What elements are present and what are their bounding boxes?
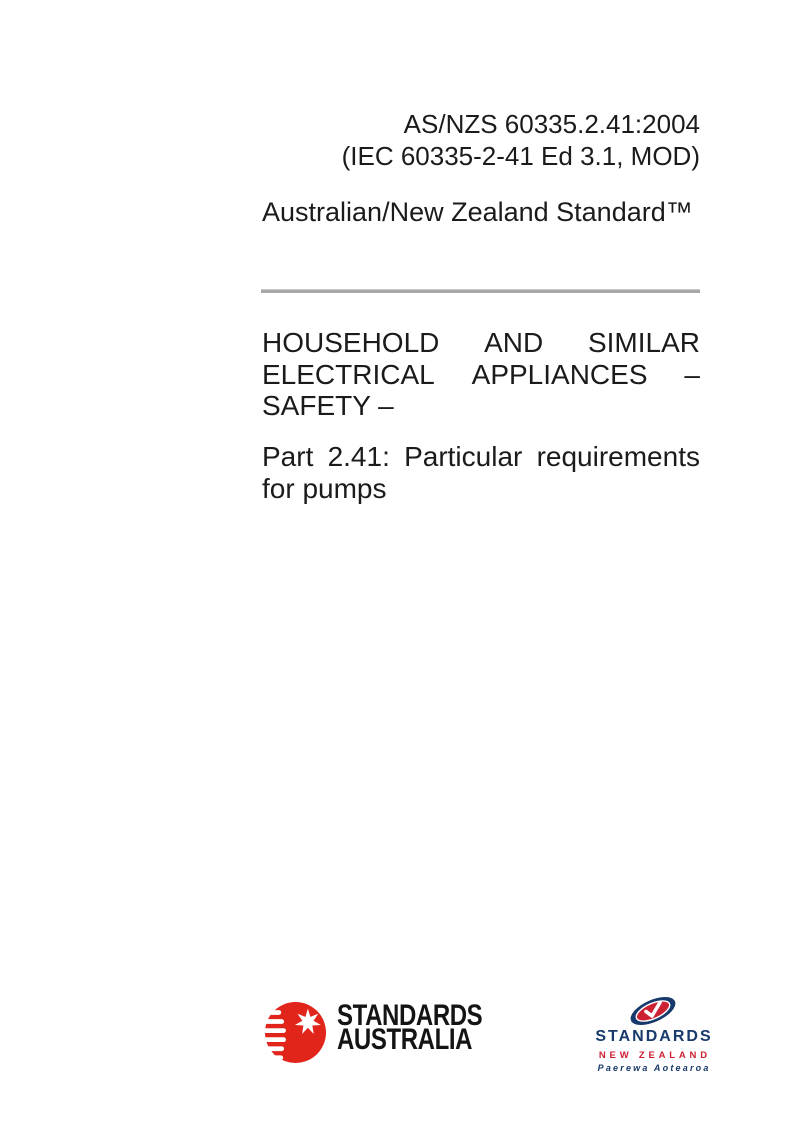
standards-australia-logo-mark <box>265 1002 326 1063</box>
sa-wordmark-line-1: STANDARDS <box>337 999 483 1032</box>
title-line-2: ELECTRICAL APPLIANCES – <box>262 358 700 390</box>
standards-new-zealand-logo-mark <box>627 996 679 1026</box>
standard-designation <box>262 108 700 172</box>
part-title-line-1: Part 2.41: Particular requirements <box>262 441 700 472</box>
part-title-line-2: for pumps <box>262 472 387 504</box>
snz-tagline: Paerewa Aotearoa <box>597 1063 711 1073</box>
sa-wordmark-line-2: AUSTRALIA <box>337 1023 473 1056</box>
designation-line-1: AS/NZS 60335.2.41:2004 <box>403 109 700 139</box>
horizontal-rule <box>261 289 700 293</box>
title-line-1: HOUSEHOLD AND SIMILAR <box>262 327 700 358</box>
designation-line-2: (IEC 60335-2-41 Ed 3.1, MOD) <box>341 141 700 171</box>
main-title <box>262 327 700 422</box>
snz-wordmark-line-1: STANDARDS <box>595 1028 713 1045</box>
snz-wordmark-line-2: NEW ZEALAND <box>598 1050 711 1061</box>
part-title <box>262 441 700 504</box>
standards-new-zealand-logo <box>588 996 718 1073</box>
standards-australia-wordmark <box>337 999 483 1056</box>
standard-type-line: Australian/New Zealand Standard™ <box>262 197 693 227</box>
title-line-3: SAFETY – <box>262 390 394 421</box>
